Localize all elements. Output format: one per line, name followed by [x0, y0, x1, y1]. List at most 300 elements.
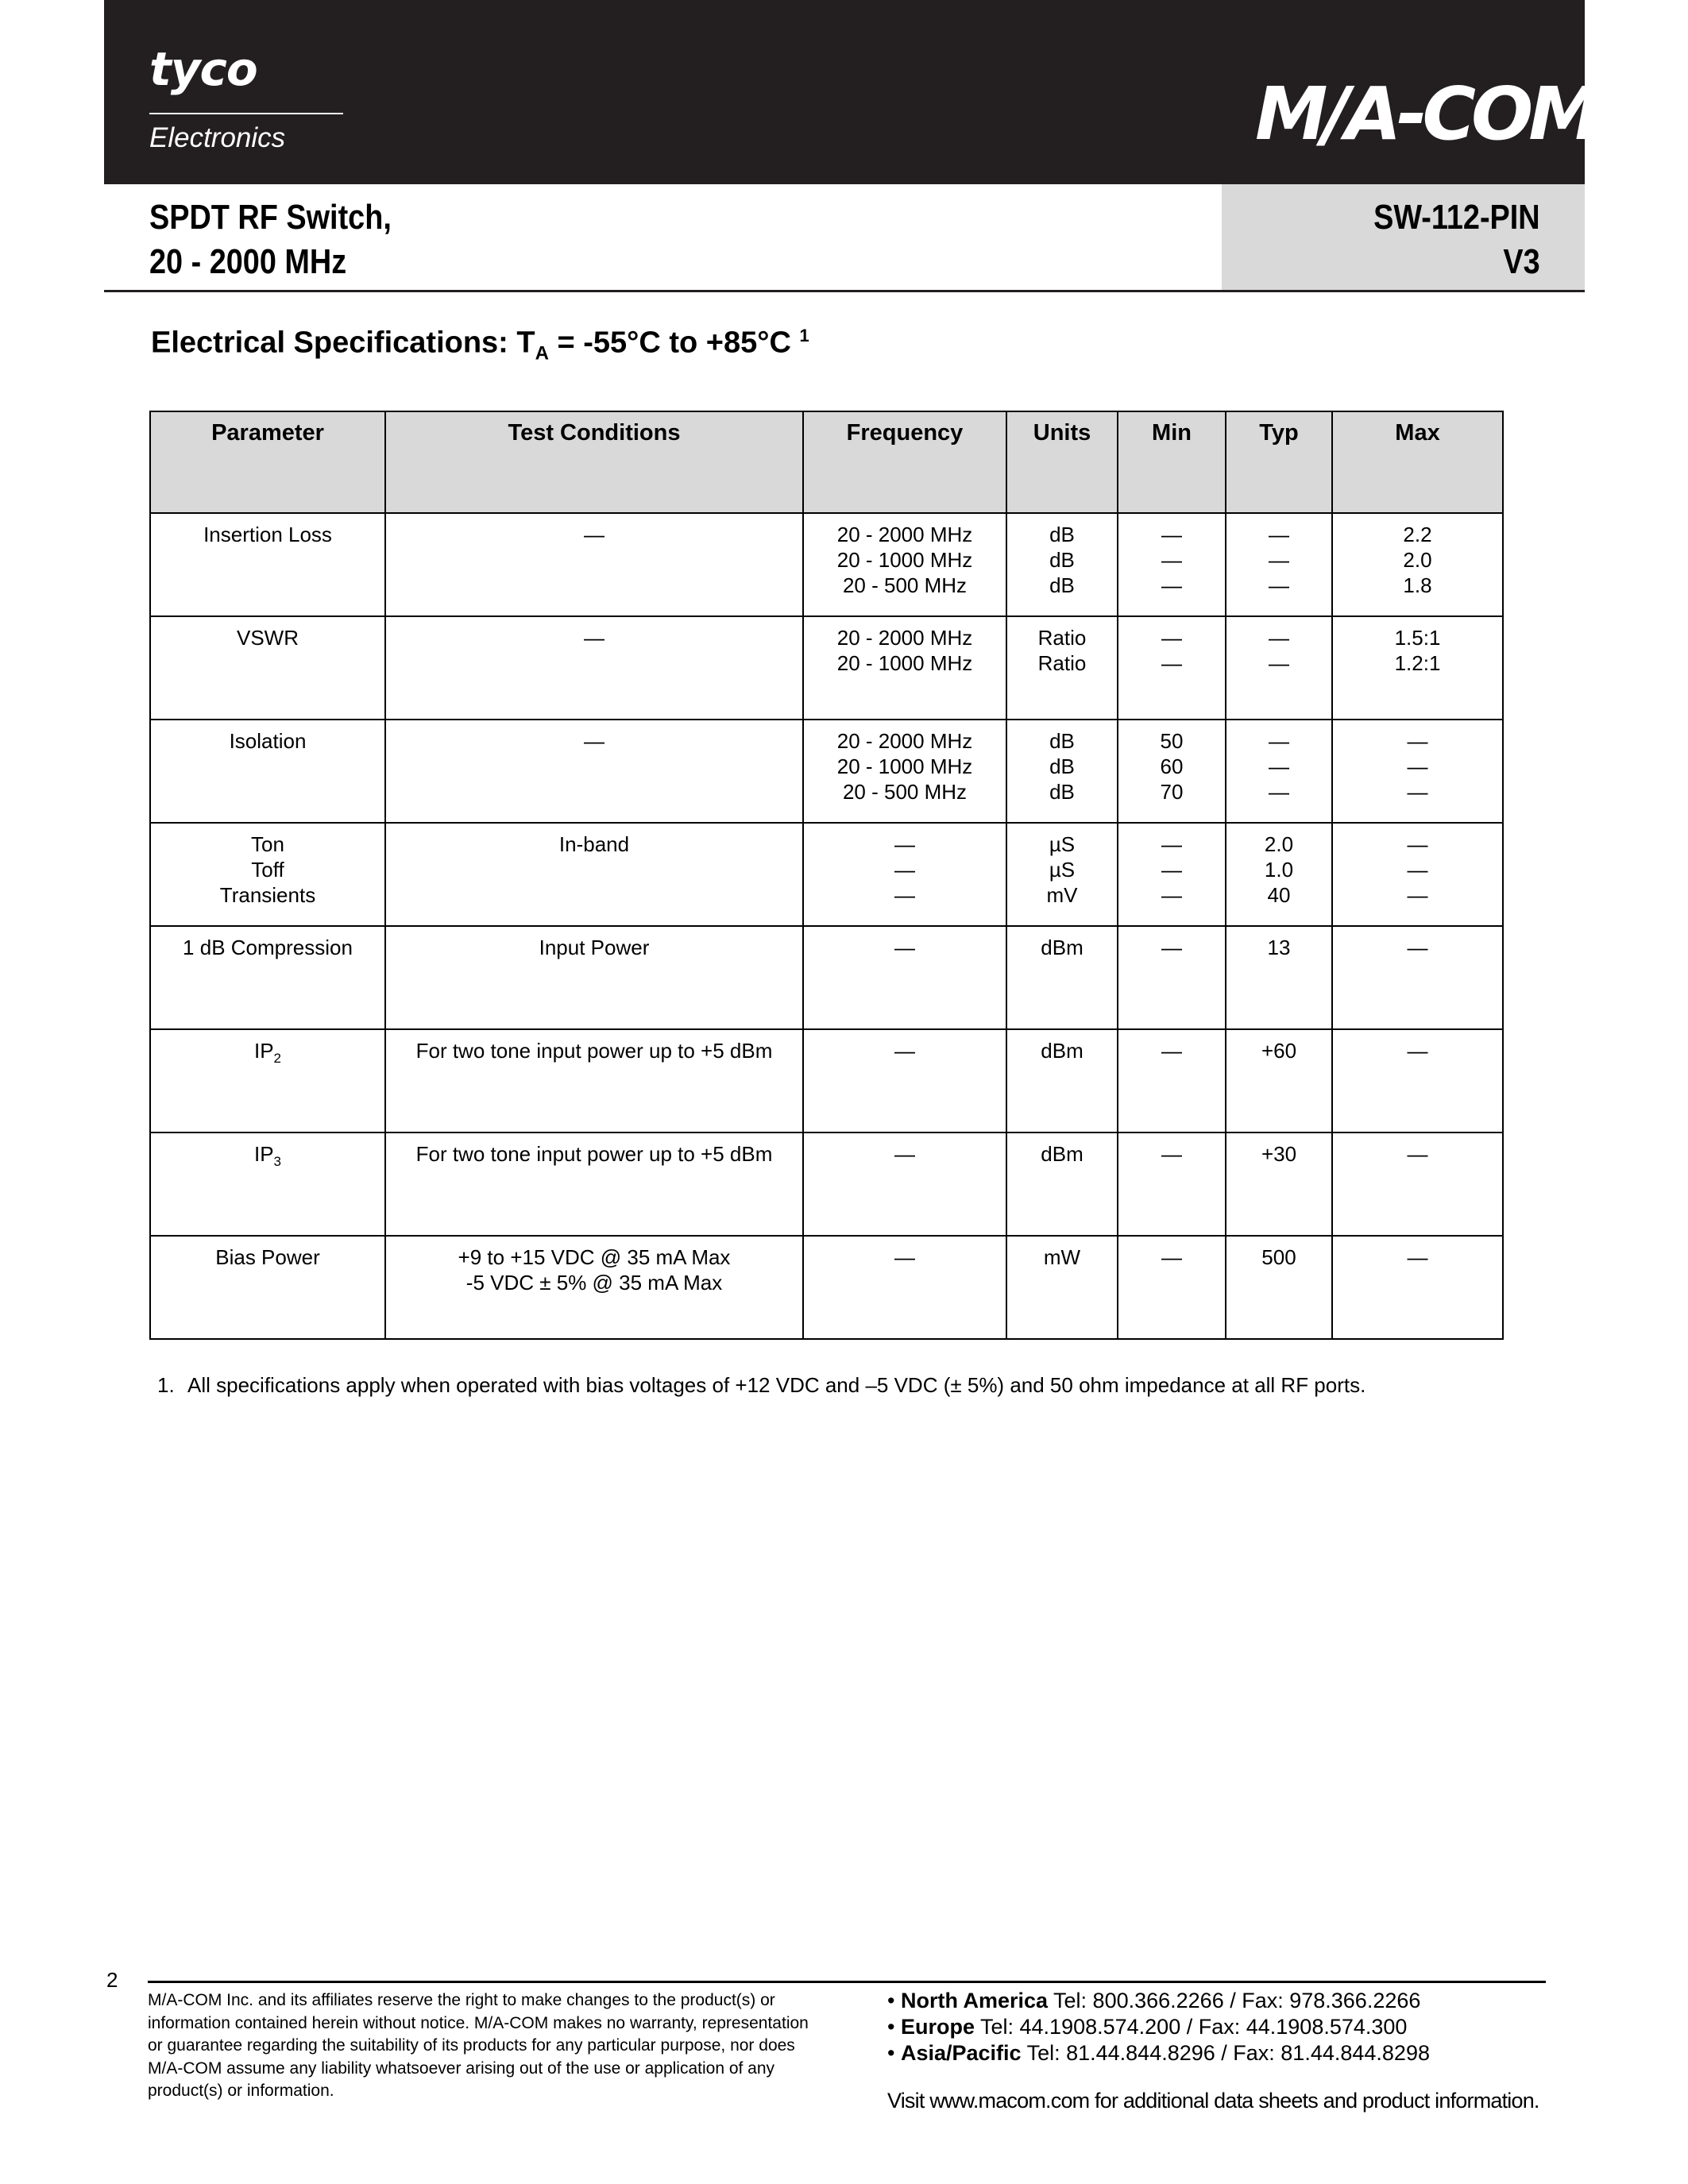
- conditions-value: [391, 832, 798, 857]
- tyco-logo-wordmark: tyco: [149, 42, 257, 96]
- macom-logo: M/A-COM: [1255, 71, 1597, 156]
- max-cell: [1332, 616, 1503, 720]
- frequency-value: [809, 1244, 1001, 1270]
- typ-text: —: [1269, 626, 1289, 650]
- conditions-text: +9 to +15 VDC @ 35 mA Max: [458, 1245, 731, 1269]
- conditions-cell: [385, 616, 803, 720]
- frequency-cell: [803, 720, 1006, 823]
- units-text: µS: [1049, 832, 1076, 856]
- frequency-text: 20 - 1000 MHz: [836, 548, 973, 572]
- typ-value: [1231, 857, 1327, 882]
- units-value: [1012, 754, 1112, 779]
- max-value: [1338, 857, 1497, 882]
- product-title: [149, 195, 392, 284]
- max-text: —: [1407, 936, 1428, 959]
- typ-value: [1231, 1244, 1327, 1270]
- contact-phone: Tel: 44.1908.574.200 / Fax: 44.1908.574.300: [980, 2015, 1408, 2039]
- typ-value: [1231, 728, 1327, 754]
- min-text: —: [1161, 1142, 1182, 1166]
- table-row: [150, 513, 1503, 616]
- max-cell: [1332, 720, 1503, 823]
- units-value: [1012, 857, 1112, 882]
- conditions-cell: [385, 926, 803, 1029]
- units-value: [1012, 1244, 1112, 1270]
- units-cell: [1006, 1236, 1118, 1339]
- units-text: dB: [1049, 729, 1075, 753]
- frequency-cell: [803, 1236, 1006, 1339]
- units-value: [1012, 779, 1112, 805]
- section-heading: [151, 326, 809, 365]
- min-text: —: [1161, 548, 1182, 572]
- table-row: [150, 1236, 1503, 1339]
- title-divider: [104, 290, 1585, 292]
- typ-value: [1231, 522, 1327, 547]
- typ-value: [1231, 935, 1327, 960]
- parameter-value: [156, 882, 380, 908]
- parameter-text: Transients: [219, 883, 316, 907]
- min-text: —: [1161, 573, 1182, 597]
- units-value: [1012, 522, 1112, 547]
- bullet-icon: •: [887, 2041, 895, 2065]
- max-text: —: [1407, 1245, 1428, 1269]
- parameter-cell: [150, 1133, 385, 1236]
- conditions-cell: [385, 1029, 803, 1133]
- typ-text: —: [1269, 754, 1289, 778]
- frequency-text: —: [894, 1142, 915, 1166]
- frequency-value: [809, 625, 1001, 650]
- frequency-cell: [803, 926, 1006, 1029]
- frequency-value: [809, 650, 1001, 676]
- part-number-block: [1373, 195, 1540, 284]
- section-heading-suffix: = -55°C to +85°C: [548, 326, 800, 360]
- conditions-value: [391, 625, 798, 650]
- column-header: Min: [1118, 411, 1226, 513]
- min-cell: [1118, 616, 1226, 720]
- min-value: [1123, 728, 1220, 754]
- contact-item: [887, 1988, 1430, 2014]
- typ-text: —: [1269, 729, 1289, 753]
- frequency-text: —: [894, 883, 915, 907]
- min-text: —: [1161, 936, 1182, 959]
- parameter-value: [156, 522, 380, 547]
- units-text: dB: [1049, 523, 1075, 546]
- conditions-value: [391, 1244, 798, 1270]
- typ-cell: [1226, 616, 1332, 720]
- conditions-text: —: [584, 523, 605, 546]
- frequency-text: 20 - 500 MHz: [842, 780, 968, 804]
- column-header: Typ: [1226, 411, 1332, 513]
- units-text: µS: [1049, 858, 1076, 882]
- parameter-cell: [150, 926, 385, 1029]
- typ-cell: [1226, 720, 1332, 823]
- min-value: [1123, 857, 1220, 882]
- table-body: [150, 513, 1503, 1339]
- max-text: 2.0: [1403, 548, 1432, 572]
- min-text: —: [1161, 626, 1182, 650]
- product-title-line2: 20 - 2000 MHz: [149, 242, 347, 281]
- max-value: [1338, 882, 1497, 908]
- typ-text: —: [1269, 523, 1289, 546]
- max-text: —: [1407, 754, 1428, 778]
- frequency-value: [809, 857, 1001, 882]
- frequency-text: 20 - 500 MHz: [842, 573, 968, 597]
- frequency-value: [809, 522, 1001, 547]
- max-text: —: [1407, 780, 1428, 804]
- conditions-text: —: [584, 729, 605, 753]
- max-text: —: [1407, 1039, 1428, 1063]
- min-text: —: [1161, 523, 1182, 546]
- contact-phone: Tel: 81.44.844.8296 / Fax: 81.44.844.8298: [1026, 2041, 1430, 2065]
- min-cell: [1118, 926, 1226, 1029]
- min-value: [1123, 522, 1220, 547]
- units-text: dBm: [1041, 1039, 1083, 1063]
- parameter-text: VSWR: [237, 626, 299, 650]
- part-number: SW-112-PIN: [1373, 198, 1540, 237]
- min-cell: [1118, 1029, 1226, 1133]
- conditions-cell: [385, 1133, 803, 1236]
- min-text: —: [1161, 1245, 1182, 1269]
- column-header: Units: [1006, 411, 1118, 513]
- units-value: [1012, 1038, 1112, 1063]
- typ-value: [1231, 650, 1327, 676]
- min-value: [1123, 650, 1220, 676]
- conditions-cell: [385, 513, 803, 616]
- min-cell: [1118, 513, 1226, 616]
- typ-text: 1.0: [1264, 858, 1294, 882]
- parameter-cell: [150, 616, 385, 720]
- typ-value: [1231, 625, 1327, 650]
- frequency-text: —: [894, 832, 915, 856]
- frequency-value: [809, 1038, 1001, 1063]
- min-value: [1123, 625, 1220, 650]
- parameter-cell: [150, 1029, 385, 1133]
- tyco-electronics-logo: [149, 42, 343, 154]
- typ-value: [1231, 779, 1327, 805]
- conditions-value: [391, 728, 798, 754]
- parameter-subscript: 2: [273, 1051, 282, 1067]
- min-text: —: [1161, 832, 1182, 856]
- typ-text: +30: [1261, 1142, 1297, 1166]
- conditions-text: Input Power: [539, 936, 650, 959]
- units-value: [1012, 882, 1112, 908]
- units-text: Ratio: [1037, 651, 1087, 675]
- typ-cell: [1226, 926, 1332, 1029]
- table-row: [150, 823, 1503, 926]
- min-value: [1123, 547, 1220, 573]
- conditions-cell: [385, 823, 803, 926]
- units-cell: [1006, 616, 1118, 720]
- frequency-cell: [803, 616, 1006, 720]
- page-number: 2: [106, 1968, 118, 1992]
- part-version: V3: [1503, 242, 1540, 281]
- table-row: [150, 1133, 1503, 1236]
- max-text: —: [1407, 1142, 1428, 1166]
- frequency-cell: [803, 823, 1006, 926]
- units-cell: [1006, 823, 1118, 926]
- min-value: [1123, 1038, 1220, 1063]
- typ-value: [1231, 573, 1327, 598]
- typ-cell: [1226, 513, 1332, 616]
- footnote-text: All specifications apply when operated with bias voltages of +12 VDC and –5 VDC (± 5%) and 50 ohm impedance at all RF ports.: [187, 1373, 1366, 1397]
- min-text: —: [1161, 858, 1182, 882]
- frequency-value: [809, 573, 1001, 598]
- frequency-cell: [803, 1133, 1006, 1236]
- min-value: [1123, 1244, 1220, 1270]
- typ-value: [1231, 1038, 1327, 1063]
- frequency-value: [809, 1141, 1001, 1167]
- frequency-value: [809, 882, 1001, 908]
- max-text: 1.5:1: [1394, 626, 1441, 650]
- frequency-text: —: [894, 858, 915, 882]
- parameter-text: Ton: [251, 832, 284, 856]
- min-value: [1123, 1141, 1220, 1167]
- bullet-icon: •: [887, 1989, 895, 2012]
- units-text: dB: [1049, 754, 1075, 778]
- parameter-value: [156, 832, 380, 857]
- min-value: [1123, 832, 1220, 857]
- parameter-subscript: 3: [273, 1154, 282, 1170]
- typ-value: [1231, 754, 1327, 779]
- contact-phone: Tel: 800.366.2266 / Fax: 978.366.2266: [1053, 1989, 1421, 2012]
- min-text: —: [1161, 883, 1182, 907]
- parameter-cell: [150, 823, 385, 926]
- column-header: Frequency: [803, 411, 1006, 513]
- units-value: [1012, 832, 1112, 857]
- max-value: [1338, 650, 1497, 676]
- units-cell: [1006, 513, 1118, 616]
- min-value: [1123, 935, 1220, 960]
- conditions-value: [391, 522, 798, 547]
- units-text: dB: [1049, 548, 1075, 572]
- units-value: [1012, 935, 1112, 960]
- typ-value: [1231, 832, 1327, 857]
- conditions-value: [391, 935, 798, 960]
- max-text: —: [1407, 883, 1428, 907]
- max-cell: [1332, 513, 1503, 616]
- section-heading-prefix: Electrical Specifications: T: [151, 326, 535, 360]
- max-value: [1338, 1038, 1497, 1063]
- frequency-value: [809, 935, 1001, 960]
- contact-item: [887, 2014, 1430, 2040]
- frequency-value: [809, 547, 1001, 573]
- parameter-text: IP: [253, 1142, 274, 1166]
- parameter-value: [156, 1141, 380, 1175]
- footnote-number: 1.: [157, 1373, 175, 1397]
- units-cell: [1006, 926, 1118, 1029]
- max-value: [1338, 625, 1497, 650]
- min-value: [1123, 573, 1220, 598]
- conditions-cell: [385, 720, 803, 823]
- column-header: Parameter: [150, 411, 385, 513]
- typ-text: 13: [1267, 936, 1291, 959]
- frequency-value: [809, 754, 1001, 779]
- conditions-text: In-band: [558, 832, 630, 856]
- max-text: 1.8: [1403, 573, 1432, 597]
- units-value: [1012, 625, 1112, 650]
- frequency-text: 20 - 2000 MHz: [836, 729, 973, 753]
- max-text: 2.2: [1403, 523, 1432, 546]
- units-text: mV: [1046, 883, 1078, 907]
- conditions-value: [391, 1141, 798, 1167]
- typ-value: [1231, 547, 1327, 573]
- parameter-value: [156, 728, 380, 754]
- min-cell: [1118, 1133, 1226, 1236]
- bullet-icon: •: [887, 2015, 895, 2039]
- max-value: [1338, 522, 1497, 547]
- contact-list: [887, 1988, 1430, 2066]
- max-value: [1338, 728, 1497, 754]
- typ-value: [1231, 1141, 1327, 1167]
- parameter-value: [156, 1038, 380, 1071]
- typ-cell: [1226, 1236, 1332, 1339]
- units-value: [1012, 728, 1112, 754]
- units-text: Ratio: [1037, 626, 1087, 650]
- units-text: dB: [1049, 780, 1075, 804]
- typ-cell: [1226, 823, 1332, 926]
- frequency-text: 20 - 2000 MHz: [836, 626, 973, 650]
- parameter-text: IP: [253, 1039, 274, 1063]
- min-value: [1123, 882, 1220, 908]
- typ-text: 500: [1261, 1245, 1296, 1269]
- parameter-text: Isolation: [229, 729, 307, 753]
- typ-value: [1231, 882, 1327, 908]
- units-cell: [1006, 720, 1118, 823]
- frequency-text: —: [894, 1245, 915, 1269]
- typ-text: —: [1269, 548, 1289, 572]
- column-header: Max: [1332, 411, 1503, 513]
- min-cell: [1118, 823, 1226, 926]
- contact-item: [887, 2040, 1430, 2066]
- contact-region: Asia/Pacific: [900, 2041, 1022, 2065]
- max-cell: [1332, 1236, 1503, 1339]
- typ-text: —: [1269, 573, 1289, 597]
- table-row: [150, 616, 1503, 720]
- units-value: [1012, 573, 1112, 598]
- frequency-value: [809, 779, 1001, 805]
- max-value: [1338, 779, 1497, 805]
- min-value: [1123, 754, 1220, 779]
- units-cell: [1006, 1029, 1118, 1133]
- frequency-value: [809, 832, 1001, 857]
- frequency-text: 20 - 1000 MHz: [836, 754, 973, 778]
- max-value: [1338, 1141, 1497, 1167]
- units-value: [1012, 547, 1112, 573]
- parameter-cell: [150, 720, 385, 823]
- typ-text: —: [1269, 780, 1289, 804]
- max-cell: [1332, 1133, 1503, 1236]
- max-cell: [1332, 823, 1503, 926]
- min-text: 60: [1160, 754, 1184, 778]
- conditions-value: [391, 1270, 798, 1295]
- units-text: dB: [1049, 573, 1075, 597]
- min-text: —: [1161, 1039, 1182, 1063]
- max-value: [1338, 547, 1497, 573]
- legal-disclaimer: M/A-COM Inc. and its affiliates reserve the right to make changes to the product(s) or information contained herein without notice. M/A-COM makes no warranty, representation or guarantee regarding the suitability of its products for any particular purpose, nor does M/A-COM assume any liability whatsoever arising out of the use or application of any product(s) or information.: [148, 1991, 809, 2100]
- units-cell: [1006, 1133, 1118, 1236]
- units-text: dBm: [1041, 936, 1083, 959]
- table-row: [150, 926, 1503, 1029]
- frequency-cell: [803, 513, 1006, 616]
- table-row: [150, 720, 1503, 823]
- product-title-line1: SPDT RF Switch,: [149, 198, 392, 237]
- frequency-text: 20 - 1000 MHz: [836, 651, 973, 675]
- max-cell: [1332, 926, 1503, 1029]
- max-text: —: [1407, 832, 1428, 856]
- footer-divider: [148, 1981, 1546, 1983]
- frequency-value: [809, 728, 1001, 754]
- tyco-logo-rule: [149, 113, 343, 114]
- frequency-text: —: [894, 1039, 915, 1063]
- max-value: [1338, 935, 1497, 960]
- contact-region: North America: [900, 1989, 1049, 2012]
- typ-cell: [1226, 1133, 1332, 1236]
- min-value: [1123, 779, 1220, 805]
- website-link-text: Visit www.macom.com for additional data sheets and product information.: [887, 2089, 1539, 2113]
- electrical-specifications-table: [149, 411, 1504, 1340]
- parameter-text: Toff: [251, 858, 284, 882]
- column-header: Test Conditions: [385, 411, 803, 513]
- parameter-text: Insertion Loss: [203, 523, 332, 546]
- max-value: [1338, 573, 1497, 598]
- parameter-cell: [150, 513, 385, 616]
- conditions-text: —: [584, 626, 605, 650]
- max-value: [1338, 754, 1497, 779]
- contact-region: Europe: [900, 2015, 975, 2039]
- frequency-text: —: [894, 936, 915, 959]
- conditions-text: For two tone input power up to +5 dBm: [415, 1142, 773, 1166]
- conditions-text: For two tone input power up to +5 dBm: [415, 1039, 773, 1063]
- table-row: [150, 1029, 1503, 1133]
- parameter-value: [156, 857, 380, 882]
- max-text: 1.2:1: [1394, 651, 1441, 675]
- max-value: [1338, 1244, 1497, 1270]
- parameter-text: 1 dB Compression: [183, 936, 353, 959]
- footnote: [157, 1372, 1404, 1398]
- max-text: —: [1407, 729, 1428, 753]
- tyco-logo-subtext: Electronics: [149, 122, 286, 153]
- parameter-cell: [150, 1236, 385, 1339]
- typ-text: +60: [1261, 1039, 1297, 1063]
- units-value: [1012, 650, 1112, 676]
- frequency-text: 20 - 2000 MHz: [836, 523, 973, 546]
- footnote-reference: 1: [799, 326, 809, 345]
- parameter-value: [156, 935, 380, 960]
- conditions-text: -5 VDC ± 5% @ 35 mA Max: [465, 1271, 723, 1295]
- conditions-cell: [385, 1236, 803, 1339]
- typ-text: 2.0: [1264, 832, 1294, 856]
- units-text: mW: [1043, 1245, 1081, 1269]
- section-heading-subscript: A: [535, 342, 549, 365]
- max-text: —: [1407, 858, 1428, 882]
- max-value: [1338, 832, 1497, 857]
- parameter-value: [156, 625, 380, 650]
- min-text: —: [1161, 651, 1182, 675]
- max-cell: [1332, 1029, 1503, 1133]
- frequency-cell: [803, 1029, 1006, 1133]
- parameter-value: [156, 1244, 380, 1270]
- min-cell: [1118, 720, 1226, 823]
- units-value: [1012, 1141, 1112, 1167]
- min-text: 50: [1160, 729, 1184, 753]
- units-text: dBm: [1041, 1142, 1083, 1166]
- typ-text: —: [1269, 651, 1289, 675]
- parameter-text: Bias Power: [215, 1245, 320, 1269]
- conditions-value: [391, 1038, 798, 1063]
- typ-text: 40: [1267, 883, 1291, 907]
- min-text: 70: [1160, 780, 1184, 804]
- min-cell: [1118, 1236, 1226, 1339]
- table-header-row: [150, 411, 1503, 513]
